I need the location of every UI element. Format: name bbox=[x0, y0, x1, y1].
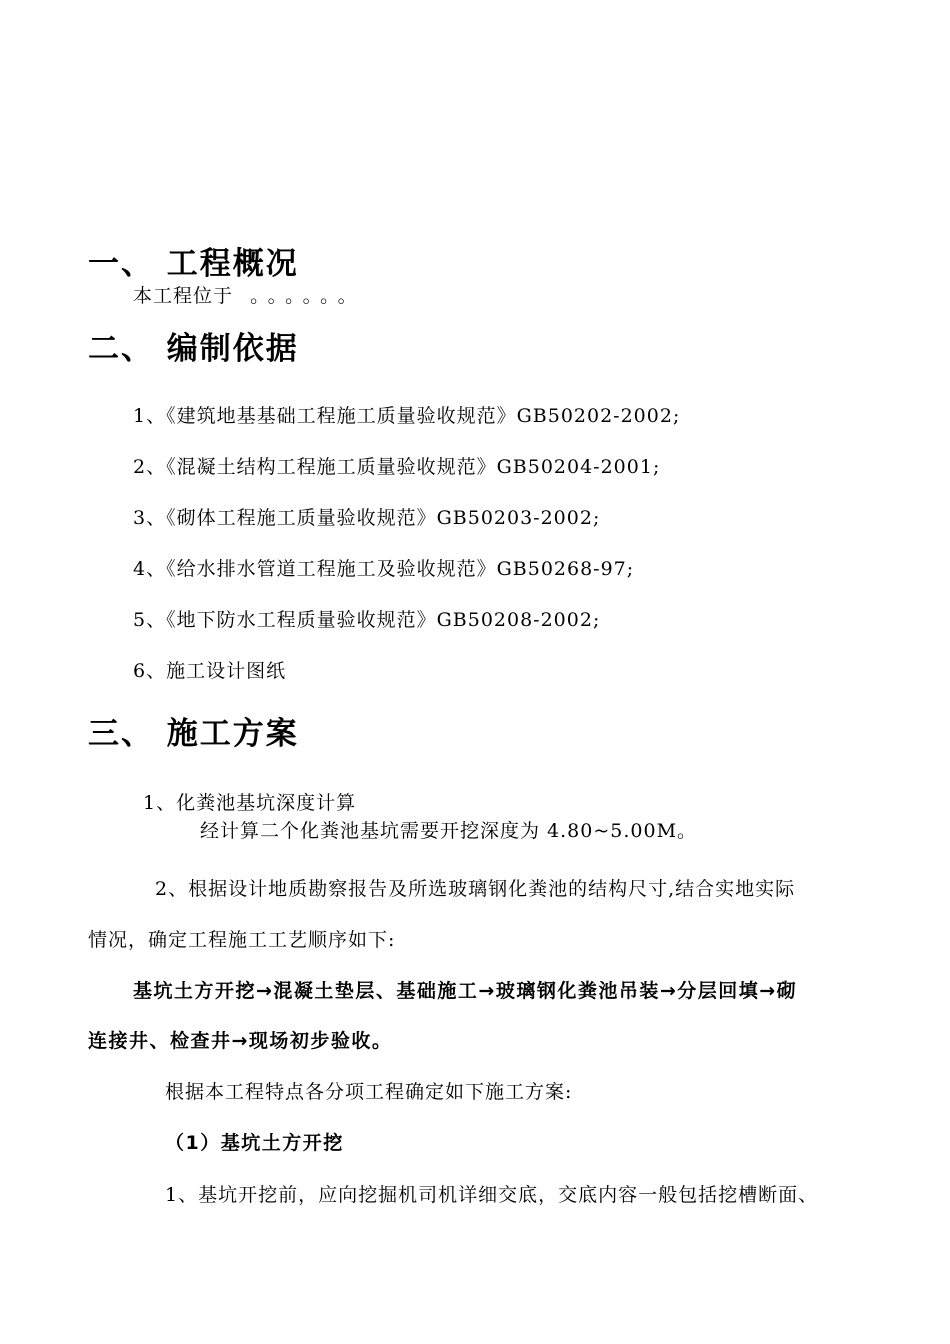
project-location-label: 本工程位于 bbox=[133, 285, 234, 307]
basis-item-3: 3、《砌体工程施工质量验收规范》GB50203-2002; bbox=[133, 507, 601, 529]
project-location-value: 。。。。。。 bbox=[250, 285, 365, 307]
project-location-line bbox=[133, 281, 365, 308]
excavation-item-1: 1、基坑开挖前，应向挖掘机司机详细交底，交底内容一般包括挖槽断面、 bbox=[165, 1184, 819, 1206]
section-heading-plan: 三、 施工方案 bbox=[88, 716, 299, 752]
basis-item-6: 6、施工设计图纸 bbox=[133, 660, 287, 682]
basis-item-5: 5、《地下防水工程质量验收规范》GB50208-2002; bbox=[133, 609, 601, 631]
pit-depth-text: 经计算二个化粪池基坑需要开挖深度为 4.80~5.00M。 bbox=[200, 820, 698, 842]
basis-item-4: 4、《给水排水管道工程施工及验收规范》GB50268-97; bbox=[133, 558, 635, 580]
basis-item-2: 2、《混凝土结构工程施工质量验收规范》GB50204-2001; bbox=[133, 456, 661, 478]
section-heading-basis: 二、 编制依据 bbox=[88, 331, 299, 367]
pit-depth-title: 1、化粪池基坑深度计算 bbox=[143, 792, 357, 814]
basis-item-1: 1、《建筑地基基础工程施工质量验收规范》GB50202-2002; bbox=[133, 405, 681, 427]
process-basis-line-2: 情况，确定工程施工工艺顺序如下: bbox=[88, 929, 396, 951]
section-heading-overview: 一、 工程概况 bbox=[88, 246, 299, 282]
plan-intro: 根据本工程特点各分项工程确定如下施工方案: bbox=[165, 1081, 573, 1103]
process-sequence-line-1: 基坑土方开挖→混凝土垫层、基础施工→玻璃钢化粪池吊装→分层回填→砌 bbox=[133, 980, 798, 1002]
process-sequence-line-2: 连接井、检查井→现场初步验收。 bbox=[88, 1030, 393, 1052]
process-basis-line-1: 2、根据设计地质勘察报告及所选玻璃钢化粪池的结构尺寸,结合实地实际 bbox=[155, 878, 796, 900]
subsection-heading-excavation: （1）基坑土方开挖 bbox=[165, 1132, 344, 1154]
